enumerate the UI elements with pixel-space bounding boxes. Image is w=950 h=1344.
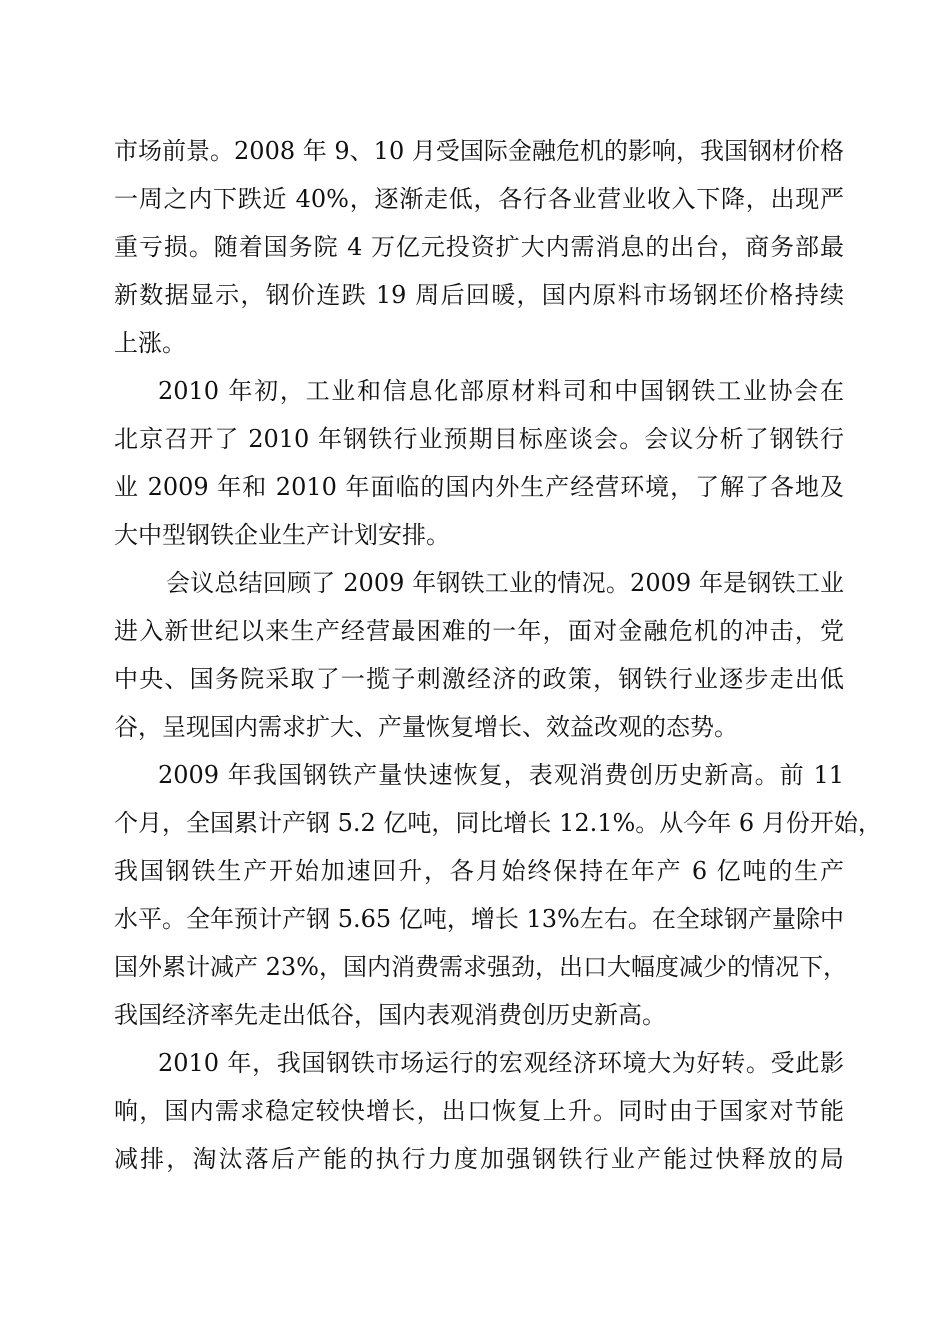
text-line: 我国钢铁生产开始加速回升，各月始终保持在年产 6 亿吨的生产: [114, 857, 844, 885]
text-line: 水平。全年预计产钢 5.65 亿吨，增长 13%左右。在全球钢产量除中: [114, 905, 844, 933]
text-line: 国外累计减产 23%，国内消费需求强劲，出口大幅度减少的情况下，: [114, 953, 847, 981]
text-line: 大中型钢铁企业生产计划安排。: [114, 521, 450, 549]
text-line: 重亏损。随着国务院 4 万亿元投资扩大内需消息的出台，商务部最: [114, 233, 844, 261]
text-line: 上涨。: [114, 329, 186, 357]
text-line: 中央、国务院采取了一揽子刺激经济的政策，钢铁行业逐步走出低: [114, 665, 844, 693]
text-line: 谷，呈现国内需求扩大、产量恢复增长、效益改观的态势。: [114, 713, 738, 741]
text-line: 2010 年初，工业和信息化部原材料司和中国钢铁工业协会在: [158, 377, 844, 405]
paragraph-2010-meeting: [114, 367, 844, 559]
text-line: 业 2009 年和 2010 年面临的国内外生产经营环境，了解了各地及: [114, 473, 844, 501]
paragraph-2010-outlook: [114, 1039, 844, 1183]
text-line: 我国经济率先走出低谷，国内表观消费创历史新高。: [114, 1001, 666, 1029]
text-line: 市场前景。2008 年 9、10 月受国际金融危机的影响，我国钢材价格: [114, 137, 844, 165]
text-line: 个月，全国累计产钢 5.2 亿吨，同比增长 12.1%。从今年 6 月份开始，: [114, 809, 882, 837]
text-line: 会议总结回顾了 2009 年钢铁工业的情况。2009 年是钢铁工业: [166, 569, 844, 597]
text-line: 北京召开了 2010 年钢铁行业预期目标座谈会。会议分析了钢铁行: [114, 425, 844, 453]
document-body: [114, 127, 882, 1183]
text-line: 2009 年我国钢铁产量快速恢复，表观消费创历史新高。前 11: [158, 761, 844, 789]
text-line: 响，国内需求稳定较快增长，出口恢复上升。同时由于国家对节能: [114, 1097, 844, 1125]
text-line: 减排，淘汰落后产能的执行力度加强钢铁行业产能过快释放的局: [114, 1145, 844, 1173]
paragraph-market-outlook: [114, 127, 844, 367]
text-line: 新数据显示，钢价连跌 19 周后回暖，国内原料市场钢坯价格持续: [114, 281, 844, 309]
text-line: 一周之内下跌近 40%，逐渐走低，各行各业营业收入下降，出现严: [114, 185, 844, 213]
text-line: 进入新世纪以来生产经营最困难的一年，面对金融危机的冲击，党: [114, 617, 844, 645]
paragraph-2009-production: [114, 751, 882, 1039]
paragraph-2009-review: [114, 559, 844, 751]
text-line: 2010 年，我国钢铁市场运行的宏观经济环境大为好转。受此影: [158, 1049, 844, 1077]
